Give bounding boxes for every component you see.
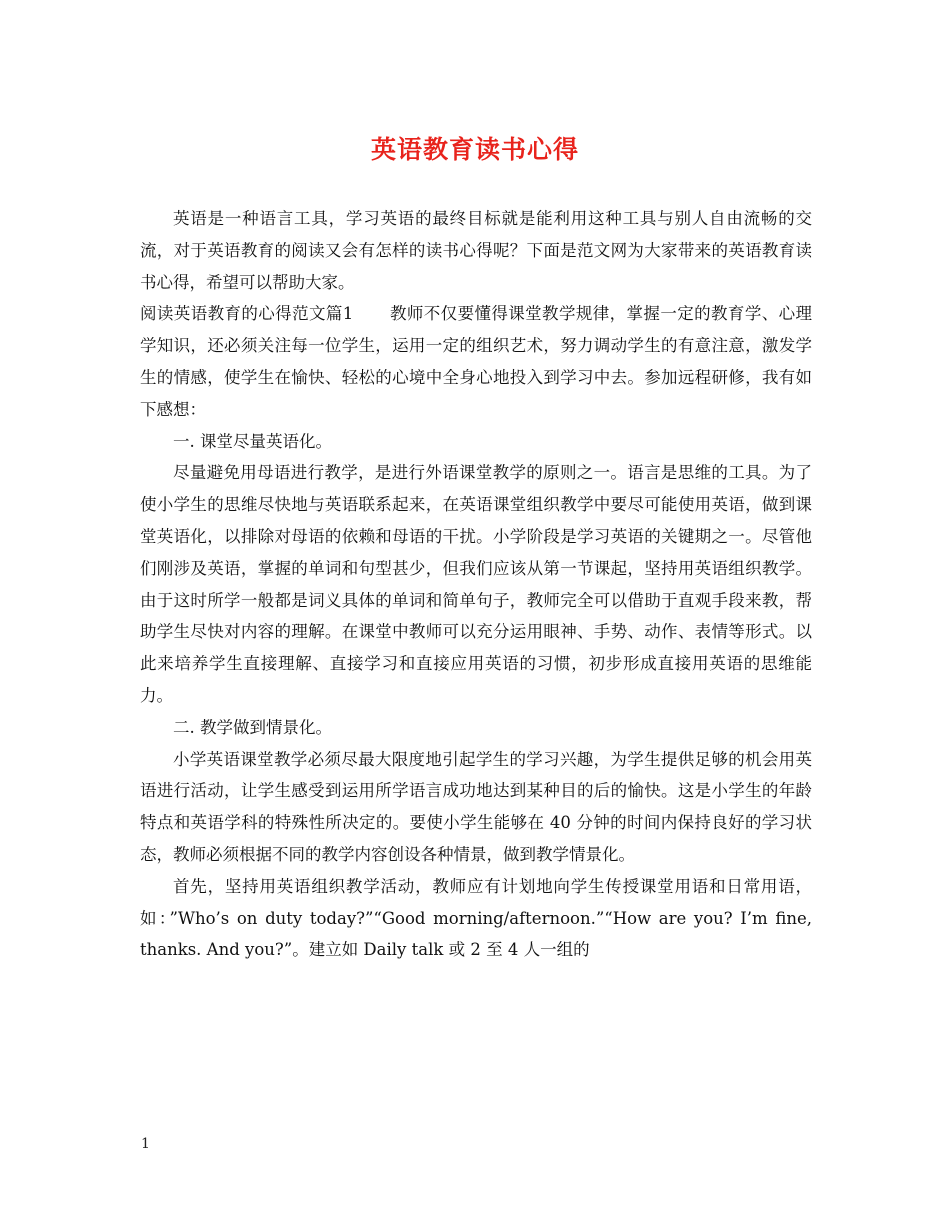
heading-1: 一. 课堂尽量英语化。 xyxy=(173,431,332,451)
heading-2: 二. 教学做到情景化。 xyxy=(173,717,332,737)
paragraph-2: 小学英语课堂教学必须尽最大限度地引起学生的学习兴趣，为学生提供足够的机会用英语进行活动，让学生感受到运用所学语言成功地达到某种目的后的愉快。这是小学生的年龄特点和英语学科的特殊性所决定的。要使小学生能够在 40 分钟的时间内保持良好的学习状态，教师必须根据不同的教学内容创设各种情景，做到教学情景化。 xyxy=(140,749,812,864)
paragraph-1: 尽量避免用母语进行教学，是进行外语课堂教学的原则之一。语言是思维的工具。为了使小学生的思维尽快地与英语联系起来，在英语课堂组织教学中要尽可能使用英语，做到课堂英语化，以排除对母语的依赖和母语的干扰。小学阶段是学习英语的关键期之一。尽管他们刚涉及英语，掌握的单词和句型甚少，但我们应该从第一节课起，坚持用英语组织教学。由于这时所学一般都是词义具体的单词和简单句子，教师完全可以借助于直观手段来教，帮助学生尽快对内容的理解。在课堂中教师可以充分运用眼神、手势、动作、表情等形式。以此来培养学生直接理解、直接学习和直接应用英语的习惯，初步形成直接用英语的思维能力。 xyxy=(140,463,812,705)
section-paragraph xyxy=(140,298,812,425)
paragraph-3: 首先，坚持用英语组织教学活动，教师应有计划地向学生传授课堂用语和日常用语，如：”Who’s on duty today?”“Good morning/afternoon.”“How are you? I’m fine, thanks. And you?”。建立如 Daily talk 或 2 至 4 人一组的 xyxy=(140,876,812,960)
document-title: 英语教育读书心得 xyxy=(370,135,579,164)
section-intro: 教师不仅要懂得课堂教学规律，掌握一定的教育学、心理学知识，还必须关注每一位学生，运用一定的组织艺术，努力调动学生的有意注意，激发学生的情感，使学生在愉快、轻松的心境中全身心地投入到学习中去。参加远程研修，我有如下感想： xyxy=(140,304,813,419)
intro-paragraph: 英语是一种语言工具，学习英语的最终目标就是能利用这种工具与别人自由流畅的交流，对于英语教育的阅读又会有怎样的读书心得呢？下面是范文网为大家带来的英语教育读书心得，希望可以帮助大家。 xyxy=(140,209,812,292)
section-label: 阅读英语教育的心得范文篇1 xyxy=(140,304,354,324)
page-number: 1 xyxy=(141,1136,150,1152)
document-body xyxy=(140,203,812,966)
